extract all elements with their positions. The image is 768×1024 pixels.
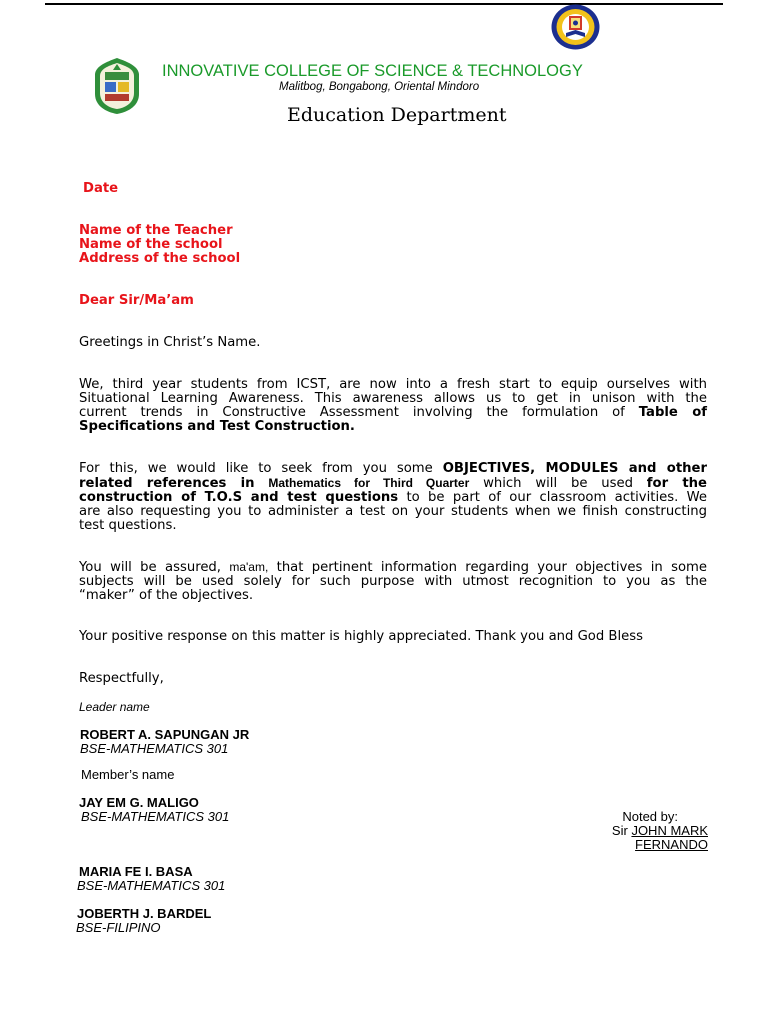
bold-phrase: Specifications and Test Construction. bbox=[79, 419, 355, 434]
paragraph-line bbox=[79, 560, 707, 575]
member-course: BSE-MATHEMATICS 301 bbox=[77, 878, 226, 893]
college-name: INNOVATIVE COLLEGE OF SCIENCE & TECHNOLOGY bbox=[162, 62, 583, 80]
paragraph-text: You will be assured, bbox=[79, 560, 221, 575]
member-course: BSE-MATHEMATICS 301 bbox=[81, 809, 230, 824]
member-course: BSE-FILIPINO bbox=[76, 920, 161, 935]
paragraph-line: We, third year students from ICST, are now into a fresh start to equip ourselves with bbox=[79, 377, 707, 392]
noted-by-name-line-1 bbox=[548, 823, 708, 838]
paragraph-line bbox=[79, 406, 707, 420]
paragraph-line: Situational Learning Awareness. This awareness allows us to get in unison with the bbox=[79, 391, 707, 406]
greeting: Greetings in Christ’s Name. bbox=[79, 335, 261, 350]
paragraph-line bbox=[79, 420, 707, 434]
paragraph-line: test questions. bbox=[79, 518, 177, 533]
date-placeholder: Date bbox=[83, 181, 119, 196]
member-name: MARIA FE I. BASA bbox=[79, 864, 193, 879]
subject-phrase: Mathematics for Third Quarter bbox=[268, 476, 470, 490]
bold-phrase: Table of bbox=[638, 405, 707, 420]
college-address: Malitbog, Bongabong, Oriental Mindoro bbox=[279, 81, 480, 93]
paragraph-request bbox=[79, 462, 707, 533]
leader-label: Leader name bbox=[79, 700, 150, 714]
leader-course: BSE-MATHEMATICS 301 bbox=[80, 741, 229, 756]
college-seal-logo bbox=[92, 56, 142, 116]
leader-name: ROBERT A. SAPUNGAN JR bbox=[80, 727, 250, 742]
paragraph-line bbox=[79, 462, 707, 476]
paragraph-line: “maker” of the objectives. bbox=[79, 588, 254, 603]
member-name: JOBERTH J. BARDEL bbox=[77, 906, 212, 921]
paragraph-text: ma'am, bbox=[229, 560, 269, 574]
member-name: JAY EM G. MALIGO bbox=[79, 795, 199, 810]
paragraph-line: are also requesting you to administer a test on your students when we finish constructing bbox=[79, 504, 707, 519]
paragraph-text: For this, we would like to seek from you some bbox=[79, 461, 433, 476]
noted-by-label: Noted by: bbox=[622, 809, 678, 824]
paragraph-intro bbox=[79, 378, 707, 434]
bold-phrase: construction of T.O.S and test questions bbox=[79, 490, 399, 505]
noted-by-title: Sir bbox=[611, 823, 628, 838]
teacher-name-placeholder: Name of the Teacher bbox=[79, 223, 233, 238]
department-title: Education Department bbox=[287, 104, 507, 126]
paragraph-text: which will be used bbox=[483, 476, 633, 491]
paragraph-line: subjects will be used solely for such purpose with utmost recognition to you as the bbox=[79, 574, 707, 589]
paragraph-text: that pertinent information regarding your objectives in some bbox=[276, 560, 707, 575]
bold-phrase: for the bbox=[646, 476, 707, 491]
noted-by-name: JOHN MARK bbox=[631, 823, 708, 838]
bold-phrase: related references in bbox=[79, 476, 255, 491]
paragraph-line bbox=[79, 491, 707, 505]
paragraph-line bbox=[79, 476, 707, 491]
paragraph-text: to be part of our classroom activities. We bbox=[406, 490, 707, 505]
paragraph-assurance bbox=[79, 560, 707, 603]
noted-by-name-line-2: FERNANDO bbox=[635, 837, 708, 852]
education-emblem-logo bbox=[550, 3, 601, 51]
member-label: Member’s name bbox=[81, 767, 175, 782]
header-rule bbox=[45, 3, 723, 5]
school-name-placeholder: Name of the school bbox=[79, 237, 223, 252]
closing-line: Your positive response on this matter is highly appreciated. Thank you and God Bless bbox=[79, 629, 643, 644]
school-address-placeholder: Address of the school bbox=[79, 251, 241, 266]
paragraph-text: current trends in Constructive Assessment involving the formulation of bbox=[79, 405, 625, 420]
respectfully: Respectfully, bbox=[79, 671, 164, 686]
salutation: Dear Sir/Ma’am bbox=[79, 293, 194, 308]
bold-phrase: OBJECTIVES, MODULES and other bbox=[442, 461, 707, 476]
